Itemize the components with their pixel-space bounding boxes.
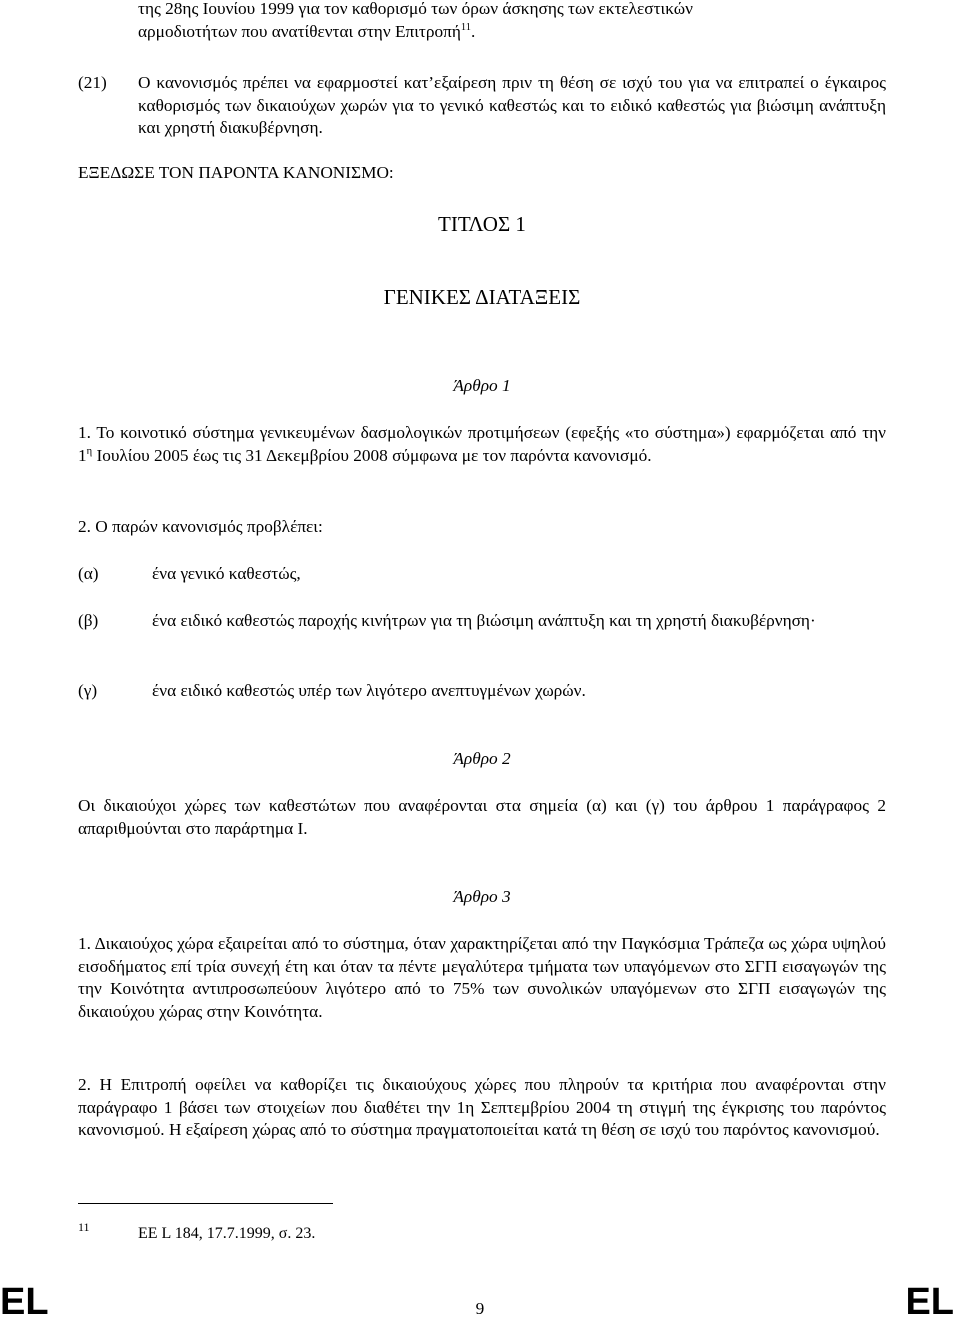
title-name: ΓΕΝΙΚΕΣ ΔΙΑΤΑΞΕΙΣ <box>383 285 581 309</box>
list-item-text: ένα γενικό καθεστώς, <box>152 564 301 583</box>
article-3-heading: Άρθρο 3 <box>453 887 511 906</box>
list-item-text: ένα ειδικό καθεστώς παροχής κινήτρων για τη βιώσιμη ανάπτυξη και τη χρηστή διακυβέρνηση· <box>152 611 816 630</box>
article-3-paragraph-2: 2. Η Επιτροπή οφείλει να καθορίζει τις δικαιούχους χώρες που πληρούν τα κριτήρια που αναφέρονται στην παράγραφο 1 βάσει των στοιχείων που διαθέτει την 1η Σεπτεμβρίου 2004 τη στιγμή της έγκρισης του παρόντος κανονισμού. Η εξαίρεση χώρας από το σύστημα πραγματοποιείται κατά τη θέση σε ισχύ του παρόντος κανονισμού. <box>78 1075 886 1139</box>
recital-21-number: (21) <box>78 73 107 92</box>
article-1-heading: Άρθρο 1 <box>453 376 511 395</box>
article-2-heading: Άρθρο 2 <box>453 749 511 768</box>
intro-line-2-text: αρμοδιοτήτων που ανατίθενται στην Επιτροπή <box>138 21 461 41</box>
article-1-paragraph-1 <box>78 422 886 467</box>
intro-block <box>138 0 886 43</box>
intro-line-2-end: . <box>470 21 476 41</box>
list-item-label: (γ) <box>78 681 98 700</box>
intro-line-2 <box>138 21 886 44</box>
language-code-left: EL <box>0 1281 49 1323</box>
intro-line-1: της 28ης Ιουνίου 1999 για τον καθορισμό των όρων άσκησης των εκτελεστικών <box>138 0 693 18</box>
article-1-paragraph-2: 2. Ο παρών κανονισμός προβλέπει: <box>78 517 323 536</box>
footnote-text: ΕΕ L 184, 17.7.1999, σ. 23. <box>138 1225 316 1242</box>
page-number: 9 <box>475 1299 485 1318</box>
list-item-text: ένα ειδικό καθεστώς υπέρ των λιγότερο ανεπτυγμένων χωρών. <box>152 681 586 700</box>
article-1-p1-text-b: Ιουλίου 2005 έως τις 31 Δεκεμβρίου 2008 σύμφωνα με τον παρόντα κανονισμό. <box>92 445 652 465</box>
language-code-right: EL <box>905 1281 954 1323</box>
list-item-label: (α) <box>78 564 99 583</box>
list-item-label: (β) <box>78 611 99 630</box>
article-2-text: Οι δικαιούχοι χώρες των καθεστώτων που αναφέρονται στα σημεία (α) και (γ) του άρθρου 1 παράγραφος 2 απαριθμούνται στο παράρτημα Ι. <box>78 796 886 838</box>
article-3-paragraph-1: 1. Δικαιούχος χώρα εξαιρείται από το σύστημα, όταν χαρακτηρίζεται από την Παγκόσμια Τράπεζα ως χώρα υψηλού εισοδήματος επί τρία συνεχή έτη και όταν τα πέντε μεγαλύτερα τμήματα των υπαγόμενων στο ΣΓΠ εισαγωγών της την Κοινότητα αντιπροσωπεύουν λιγότερο από το 75% των συνολικών υπαγόμενων στο ΣΓΠ εισαγωγών της δικαιούχου χώρας στην Κοινότητα. <box>78 934 886 1021</box>
article-1-p1-sup: η <box>86 445 93 457</box>
footnote-number: 11 <box>78 1220 90 1234</box>
recital-21-text: Ο κανονισμός πρέπει να εφαρμοστεί κατ’εξαίρεση πριν τη θέση σε ισχύ του για να επιτραπεί ο έγκαιρος καθορισμός των δικαιούχων χωρών για το γενικό καθεστώς και το ειδικό καθεστώς για βιώσιμη ανάπτυξη και χρηστή διακυβέρνηση. <box>138 73 886 137</box>
footnote-ref-11: 11 <box>460 21 471 33</box>
footnote-separator <box>78 1203 333 1204</box>
enacting-formula: ΕΞΕΔΩΣΕ ΤΟΝ ΠΑΡΟΝΤΑ ΚΑΝΟΝΙΣΜΟ: <box>78 163 394 182</box>
title-number: ΤΙΤΛΟΣ 1 <box>438 212 526 236</box>
article-1-p1-text-a: 1. Το κοινοτικό σύστημα γενικευμένων δασμολογικών προτιμήσεων (εφεξής «το σύστημα») εφαρμόζεται από την 1 <box>78 423 886 465</box>
